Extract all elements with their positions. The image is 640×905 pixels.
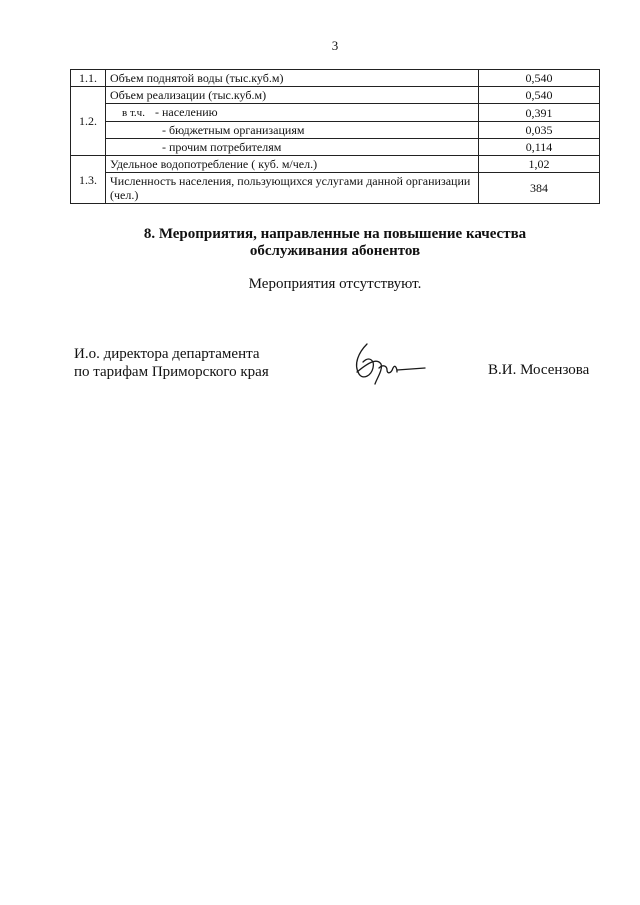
row-value: 0,540 — [479, 87, 600, 104]
row-value: 0,540 — [479, 70, 600, 87]
row-value: 0,391 — [479, 104, 600, 122]
section-notice: Мероприятия отсутствуют. — [248, 276, 422, 292]
page-number: 3 — [331, 38, 339, 53]
row-value: 0,114 — [479, 139, 600, 156]
table-row — [71, 156, 600, 173]
row-description: Удельное водопотребление ( куб. м/чел.) — [106, 156, 479, 173]
row-description: Объем поднятой воды (тыс.куб.м) — [106, 70, 479, 87]
table-row — [71, 104, 600, 122]
row-description: Объем реализации (тыс.куб.м) — [106, 87, 479, 104]
table-row — [71, 122, 600, 139]
row-description-text: - населению — [154, 105, 218, 119]
signer-title — [74, 345, 269, 381]
section-heading-line: 8. Мероприятия, направленные на повышение качества — [143, 226, 527, 242]
signer-title-line: И.о. директора департамента — [74, 346, 260, 362]
row-number: 1.2. — [71, 87, 106, 156]
row-prefix: в т.ч. — [122, 107, 145, 119]
table-row — [71, 70, 600, 87]
section-heading — [100, 226, 570, 260]
row-description: - бюджетным организациям — [106, 122, 479, 139]
row-description: Численность населения, пользующихся услугами данной организации (чел.) — [106, 173, 479, 204]
section-heading-line: обслуживания абонентов — [249, 243, 421, 259]
handwritten-signature — [345, 338, 435, 388]
row-number: 1.3. — [71, 156, 106, 204]
table-row — [71, 87, 600, 104]
table-row — [71, 173, 600, 204]
row-description: - прочим потребителям — [106, 139, 479, 156]
row-value: 384 — [479, 173, 600, 204]
row-description — [106, 104, 479, 122]
indicators-table — [70, 69, 600, 204]
row-value: 0,035 — [479, 122, 600, 139]
signer-title-line: по тарифам Приморского края — [74, 364, 269, 380]
signer-name: В.И. Мосензова — [488, 362, 590, 378]
table-row — [71, 139, 600, 156]
row-value: 1,02 — [479, 156, 600, 173]
row-number: 1.1. — [71, 70, 106, 87]
